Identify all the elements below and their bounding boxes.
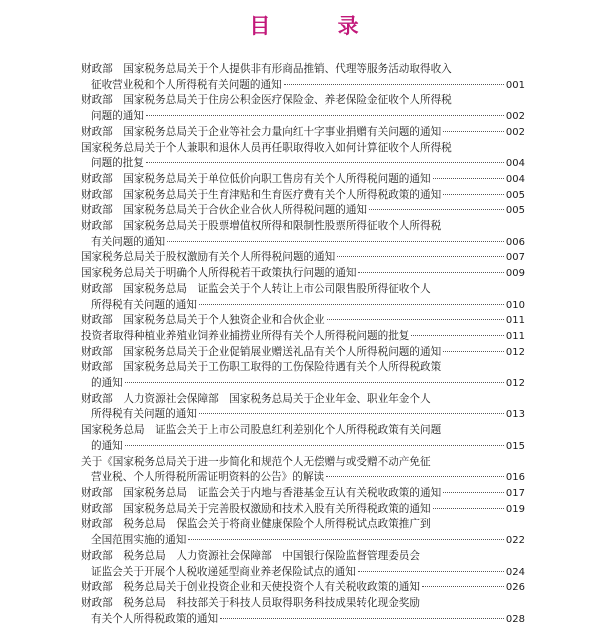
toc-page-number: 011 <box>505 315 525 327</box>
dot-leader <box>443 491 504 493</box>
toc-entry-title: 财政部 国家税务总局关于个人独资企业和合伙企业 <box>81 314 325 327</box>
toc-entry[interactable] <box>81 360 525 391</box>
toc-entry-line <box>81 612 525 627</box>
toc-entry-line <box>81 533 525 549</box>
toc-page-number: 011 <box>505 330 525 342</box>
toc-entry-line <box>81 376 525 392</box>
toc-entry-title: 财政部 人力资源社会保障部 国家税务总局关于企业年金、职业年金个人 <box>81 392 431 405</box>
toc-entry-title: 关于《国家税务总局关于进一步简化和规范个人无偿赠与或受赠不动产免征 <box>81 455 431 468</box>
toc-entry[interactable] <box>81 250 525 266</box>
dot-leader <box>443 130 504 132</box>
dot-leader <box>411 334 504 336</box>
toc-entry-title: 问题的通知 <box>91 110 144 123</box>
toc-entry-line <box>81 392 525 408</box>
toc-entry-title: 国家税务总局关于个人兼职和退休人员再任职取得收入如何计算征收个人所得税 <box>81 141 452 154</box>
toc-entry-title: 所得税有关问题的通知 <box>91 298 197 311</box>
dot-leader <box>146 114 504 116</box>
toc-entry-line <box>81 62 525 78</box>
toc-entry-line <box>81 266 525 282</box>
toc-entry-line <box>81 219 525 235</box>
toc-page-number: 013 <box>505 409 525 421</box>
toc-page-number: 022 <box>505 535 525 547</box>
dot-leader <box>284 83 504 85</box>
toc-page-number: 005 <box>505 189 525 201</box>
toc-entry[interactable] <box>81 282 525 313</box>
page-title: 目 录 <box>249 13 389 38</box>
toc-entry-line <box>81 502 525 518</box>
toc-entry-title: 财政部 税务总局关于创业投资企业和天使投资个人有关税收政策的通知 <box>81 581 420 594</box>
dot-leader <box>199 412 504 414</box>
toc-page-number: 002 <box>505 111 525 123</box>
toc-entry-title: 营业税、个人所得税所需证明资料的公告》的解读 <box>91 471 325 484</box>
toc-page-number: 010 <box>505 299 525 311</box>
dot-leader <box>327 318 504 320</box>
dot-leader <box>443 350 504 352</box>
toc-entry-title: 国家税务总局 证监会关于上市公司股息红利差别化个人所得税政策有关问题 <box>81 424 442 437</box>
toc-entry-title: 财政部 国家税务总局关于完善股权激励和技术入股有关所得税政策的通知 <box>81 502 431 515</box>
toc-page-number: 005 <box>505 205 525 217</box>
toc-entry[interactable] <box>81 141 525 172</box>
toc-entry-line <box>81 345 525 361</box>
toc-entry[interactable] <box>81 62 525 93</box>
toc-entry-title: 全国范围实施的通知 <box>91 534 187 547</box>
toc-page-number: 006 <box>505 236 525 248</box>
toc-entry-line <box>81 235 525 251</box>
toc-entry-title: 财政部 国家税务总局关于企业等社会力量向红十字事业捐赠有关问题的通知 <box>81 125 442 138</box>
toc-entry-title: 有关个人所得税政策的通知 <box>91 612 219 625</box>
toc-entry-line <box>81 407 525 423</box>
toc-entry[interactable] <box>81 486 525 502</box>
toc-entry[interactable] <box>81 549 525 580</box>
toc-page-number: 016 <box>505 472 525 484</box>
toc-entry-title: 财政部 税务总局 保监会关于将商业健康保险个人所得税试点政策推广到 <box>81 518 431 531</box>
dot-leader <box>433 507 504 509</box>
toc-entry-title: 所得税有关问题的通知 <box>91 408 197 421</box>
toc-page-number: 004 <box>505 158 525 170</box>
toc-entry-title: 财政部 国家税务总局关于单位低价向职工售房有关个人所得税问题的通知 <box>81 172 431 185</box>
toc-entry-line <box>81 549 525 565</box>
toc-entry[interactable] <box>81 125 525 141</box>
toc-page-number: 028 <box>505 613 525 625</box>
toc-entry-title: 财政部 国家税务总局关于住房公积金医疗保险金、养老保险金征收个人所得税 <box>81 94 452 107</box>
toc-entry-line <box>81 313 525 329</box>
toc-entry-title: 财政部 国家税务总局关于股票增值权所得和限制性股票所得征收个人所得税 <box>81 220 442 233</box>
toc-entry-title: 问题的批复 <box>91 157 144 170</box>
toc-page-number: 015 <box>505 440 525 452</box>
toc-entry-line <box>81 78 525 94</box>
toc-entry[interactable] <box>81 580 525 596</box>
toc-entry-line <box>81 298 525 314</box>
toc-entry[interactable] <box>81 345 525 361</box>
toc-entry[interactable] <box>81 266 525 282</box>
toc-entry[interactable] <box>81 313 525 329</box>
toc-entry-line <box>81 565 525 581</box>
toc-entry[interactable] <box>81 203 525 219</box>
toc-entry-line <box>81 360 525 376</box>
toc-entry[interactable] <box>81 596 525 627</box>
toc-page-number: 007 <box>505 252 525 264</box>
dot-leader <box>220 617 504 619</box>
toc-page-number: 017 <box>505 487 525 499</box>
dot-leader <box>358 271 503 273</box>
dot-leader <box>326 475 504 477</box>
toc-entry-title: 的通知 <box>91 439 123 452</box>
dot-leader <box>443 193 504 195</box>
toc-page-number: 004 <box>505 173 525 185</box>
toc-entry-title: 财政部 国家税务总局 证监会关于内地与香港基金互认有关税收政策的通知 <box>81 486 442 499</box>
toc-page-number: 001 <box>505 79 525 91</box>
toc-entry-line <box>81 203 525 219</box>
toc-entry-title: 财政部 国家税务总局关于工伤职工取得的工伤保险待遇有关个人所得税政策 <box>81 361 442 374</box>
toc-entry-title: 征收营业税和个人所得税有关问题的通知 <box>91 78 282 91</box>
toc-entry-line <box>81 486 525 502</box>
toc-page-number: 009 <box>505 268 525 280</box>
toc-entry-line <box>81 156 525 172</box>
toc-page-number: 002 <box>505 126 525 138</box>
toc-page-number: 012 <box>505 378 525 390</box>
dot-leader <box>167 240 504 242</box>
toc-entry[interactable] <box>81 502 525 518</box>
toc-entry-title: 有关问题的通知 <box>91 235 166 248</box>
toc-entry-line <box>81 329 525 345</box>
toc-entry-title: 财政部 国家税务总局关于个人提供非有形商品推销、代理等服务活动取得收入 <box>81 63 452 75</box>
toc-entry-line <box>81 580 525 596</box>
toc-entry[interactable] <box>81 93 525 124</box>
toc-page-number: 026 <box>505 582 525 594</box>
toc-entry-title: 的通知 <box>91 377 123 390</box>
dot-leader <box>358 570 504 572</box>
toc-entry[interactable] <box>81 392 525 423</box>
dot-leader <box>199 303 504 305</box>
toc-entry[interactable] <box>81 423 525 454</box>
dot-leader <box>422 585 504 587</box>
toc-page-number: 019 <box>505 503 525 515</box>
toc-entry[interactable] <box>81 517 525 548</box>
dot-leader <box>146 161 504 163</box>
toc-entry-line <box>81 423 525 439</box>
dot-leader <box>433 177 504 179</box>
toc-entry-title: 财政部 税务总局 科技部关于科技人员取得职务科技成果转化现金奖励 <box>81 596 420 609</box>
toc-entry-line <box>81 455 525 471</box>
dot-leader <box>337 255 504 257</box>
toc-entry-line <box>81 125 525 141</box>
table-of-contents <box>81 62 525 627</box>
toc-entry-line <box>81 470 525 486</box>
toc-entry[interactable] <box>81 455 525 486</box>
toc-entry-title: 证监会关于开展个人税收递延型商业养老保险试点的通知 <box>91 565 356 578</box>
toc-entry[interactable] <box>81 172 525 188</box>
toc-entry-line <box>81 188 525 204</box>
toc-entry-title: 财政部 税务总局 人力资源社会保障部 中国银行保险监督管理委员会 <box>81 549 420 562</box>
toc-entry[interactable] <box>81 329 525 345</box>
toc-entry-title: 财政部 国家税务总局关于合伙企业合伙人所得税问题的通知 <box>81 204 368 217</box>
dot-leader <box>188 538 504 540</box>
toc-entry-line <box>81 141 525 157</box>
dot-leader <box>369 208 504 210</box>
toc-entry-title: 国家税务总局关于股权激励有关个人所得税问题的通知 <box>81 251 336 264</box>
toc-entry-line <box>81 109 525 125</box>
toc-entry-line <box>81 439 525 455</box>
toc-entry-title: 财政部 国家税务总局关于企业促销展业赠送礼品有关个人所得税问题的通知 <box>81 345 442 358</box>
toc-entry-line <box>81 250 525 266</box>
toc-entry-title: 投资者取得种植业养殖业饲养业捕捞业所得有关个人所得税问题的批复 <box>81 329 410 342</box>
toc-entry-line <box>81 517 525 533</box>
toc-entry-line <box>81 172 525 188</box>
toc-entry[interactable] <box>81 219 525 250</box>
toc-entry-title: 财政部 国家税务总局 证监会关于个人转让上市公司限售股所得征收个人 <box>81 282 431 295</box>
toc-page-number: 024 <box>505 566 525 578</box>
toc-entry-line <box>81 93 525 109</box>
toc-entry-title: 财政部 国家税务总局关于生育津贴和生育医疗费有关个人所得税政策的通知 <box>81 188 442 201</box>
dot-leader <box>125 381 504 383</box>
toc-entry-title: 国家税务总局关于明确个人所得税若干政策执行问题的通知 <box>81 267 357 280</box>
dot-leader <box>125 444 504 446</box>
toc-entry[interactable] <box>81 188 525 204</box>
toc-entry-line <box>81 282 525 298</box>
toc-page-number: 012 <box>505 346 525 358</box>
